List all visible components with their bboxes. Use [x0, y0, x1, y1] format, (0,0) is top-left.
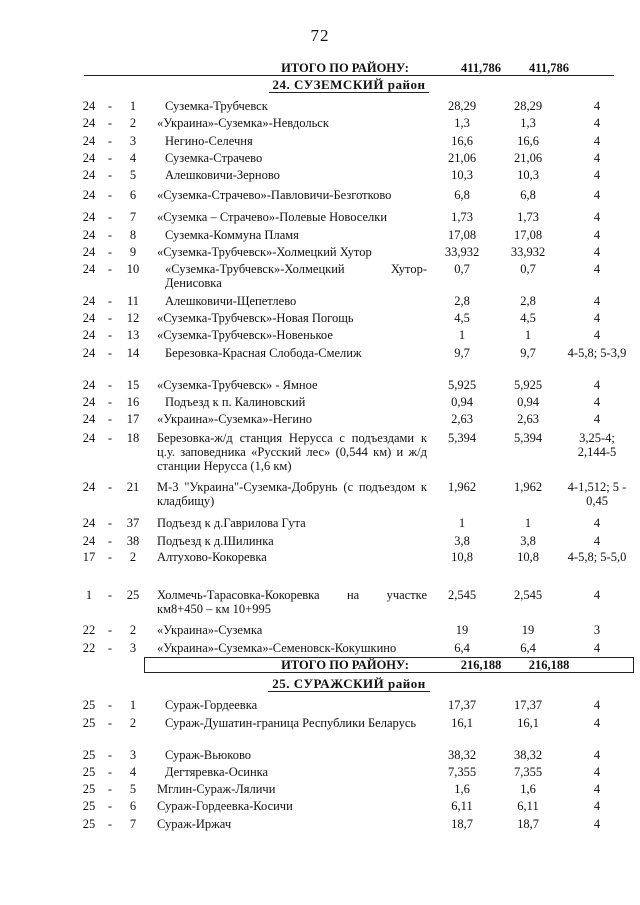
road-number: 9 — [129, 245, 137, 259]
road-group-number: 24 — [82, 151, 96, 165]
road-length-total: 3,8 — [454, 534, 470, 548]
road-length-total: 1 — [458, 516, 466, 530]
total-label: ИТОГО ПО РАЙОНУ: — [281, 61, 409, 75]
road-number: 5 — [129, 168, 137, 182]
road-group-number: 24 — [82, 328, 96, 342]
road-length-paved: 6,4 — [520, 641, 536, 655]
road-group-number: 25 — [82, 782, 96, 796]
road-name: Сураж-Гордеевка — [165, 698, 258, 712]
road-category: 4 — [593, 748, 601, 762]
road-name: Суземка-Страчево — [165, 151, 263, 165]
road-number: 14 — [126, 346, 140, 360]
road-name: Сураж-Душатин-граница Республики Беларусь — [165, 716, 417, 730]
row-dash: - — [107, 550, 113, 564]
row-dash: - — [107, 748, 113, 762]
road-group-number: 24 — [82, 412, 96, 426]
row-dash: - — [107, 294, 113, 308]
road-length-paved: 10,8 — [517, 550, 539, 564]
road-number: 2 — [129, 116, 137, 130]
road-name: Подъезд к п. Калиновский — [165, 395, 306, 409]
road-category: 4-5,8; 5-5,0 — [567, 550, 627, 564]
road-number: 37 — [126, 516, 140, 530]
road-length-total: 38,32 — [447, 748, 477, 762]
road-group-number: 25 — [82, 799, 96, 813]
road-group-number: 24 — [82, 516, 96, 530]
road-length-total: 28,29 — [447, 99, 477, 113]
road-group-number: 25 — [82, 748, 96, 762]
road-category: 4 — [593, 151, 601, 165]
road-length-total: 4,5 — [454, 311, 470, 325]
road-category: 4 — [593, 378, 601, 392]
road-length-paved: 28,29 — [513, 99, 543, 113]
road-length-total: 16,6 — [451, 134, 473, 148]
road-number: 2 — [129, 716, 137, 730]
road-length-total: 17,37 — [447, 698, 477, 712]
road-length-paved: 1,73 — [517, 210, 539, 224]
road-number: 2 — [129, 550, 137, 564]
road-category: 4 — [593, 395, 601, 409]
road-number: 3 — [129, 641, 137, 655]
road-number: 10 — [126, 262, 140, 276]
road-length-total: 6,8 — [454, 188, 470, 202]
road-name: «Суземка-Трубчевск»-Холмецкий Хутор — [157, 245, 372, 259]
road-number: 7 — [129, 817, 137, 831]
road-name: «Украина»-Суземка»-Негино — [157, 412, 313, 426]
road-number: 18 — [126, 431, 140, 445]
row-dash: - — [107, 817, 113, 831]
road-group-number: 1 — [85, 588, 93, 602]
road-category: 4 — [593, 782, 601, 796]
road-group-number: 24 — [82, 346, 96, 360]
road-name: Алешковичи-Щепетлево — [165, 294, 297, 308]
row-dash: - — [107, 799, 113, 813]
road-length-paved: 18,7 — [517, 817, 539, 831]
road-number: 15 — [126, 378, 140, 392]
road-name: Суземка-Трубчевск — [165, 99, 268, 113]
page-number: 72 — [310, 26, 330, 45]
road-length-paved: 1 — [524, 328, 532, 342]
row-dash: - — [107, 168, 113, 182]
road-name: Мглин-Сураж-Ляличи — [157, 782, 276, 796]
road-group-number: 24 — [82, 311, 96, 325]
road-length-paved: 7,355 — [513, 765, 543, 779]
row-dash: - — [107, 210, 113, 224]
road-category: 4-5,8; 5-3,9 — [567, 346, 627, 360]
road-length-total: 17,08 — [447, 228, 477, 242]
road-category: 4 — [593, 765, 601, 779]
row-dash: - — [107, 716, 113, 730]
road-number: 4 — [129, 765, 137, 779]
road-category: 4 — [593, 245, 601, 259]
road-length-paved: 1 — [524, 516, 532, 530]
road-group-number: 25 — [82, 716, 96, 730]
row-dash: - — [107, 641, 113, 655]
road-group-number: 17 — [82, 550, 96, 564]
road-length-total: 10,8 — [451, 550, 473, 564]
road-number: 11 — [126, 294, 140, 308]
road-length-total: 5,925 — [447, 378, 477, 392]
road-group-number: 24 — [82, 378, 96, 392]
total-value-1: 411,786 — [461, 61, 501, 75]
road-group-number: 24 — [82, 210, 96, 224]
road-group-number: 24 — [82, 168, 96, 182]
road-length-paved: 2,63 — [517, 412, 539, 426]
row-dash: - — [107, 588, 113, 602]
road-group-number: 22 — [82, 641, 96, 655]
road-category: 4 — [593, 188, 601, 202]
road-length-paved: 16,1 — [517, 716, 539, 730]
road-length-paved: 3,8 — [520, 534, 536, 548]
row-dash: - — [107, 378, 113, 392]
total-value-2: 411,786 — [529, 61, 569, 75]
road-length-total: 0,94 — [451, 395, 473, 409]
row-dash: - — [107, 765, 113, 779]
road-group-number: 25 — [82, 765, 96, 779]
road-category: 4 — [593, 210, 601, 224]
road-length-total: 1,6 — [454, 782, 470, 796]
road-number: 2 — [129, 623, 137, 637]
row-dash: - — [107, 188, 113, 202]
row-dash: - — [107, 623, 113, 637]
road-length-paved: 9,7 — [520, 346, 536, 360]
road-number: 4 — [129, 151, 137, 165]
row-dash: - — [107, 395, 113, 409]
road-category: 4 — [593, 134, 601, 148]
road-length-total: 1 — [458, 328, 466, 342]
road-length-paved: 5,925 — [513, 378, 543, 392]
road-length-total: 2,63 — [451, 412, 473, 426]
road-group-number: 24 — [82, 99, 96, 113]
road-group-number: 24 — [82, 431, 96, 445]
road-number: 17 — [126, 412, 140, 426]
road-name: «Суземка-Трубчевск»-Новая Погощь — [157, 311, 354, 325]
road-category: 4 — [593, 412, 601, 426]
road-name: «Суземка-Трубчевск»-Холмецкий Хутор-Денисовка — [165, 262, 427, 290]
road-number: 13 — [126, 328, 140, 342]
road-group-number: 24 — [82, 534, 96, 548]
road-name: Холмечь-Тарасовка-Кокоревка на участке км8+450 – км 10+995 — [157, 588, 427, 616]
road-name: Алешковичи-Зерново — [165, 168, 280, 182]
road-length-paved: 38,32 — [513, 748, 543, 762]
road-category: 4 — [593, 534, 601, 548]
road-category: 4 — [593, 168, 601, 182]
road-number: 1 — [129, 698, 137, 712]
road-length-total: 10,3 — [451, 168, 473, 182]
road-length-total: 33,932 — [444, 245, 480, 259]
row-dash: - — [107, 134, 113, 148]
road-category: 4 — [593, 588, 601, 602]
road-category: 4 — [593, 262, 601, 276]
road-group-number: 24 — [82, 134, 96, 148]
road-group-number: 24 — [82, 116, 96, 130]
road-name: «Суземка-Трубчевск»-Новенькое — [157, 328, 333, 342]
road-number: 12 — [126, 311, 140, 325]
road-length-total: 6,4 — [454, 641, 470, 655]
row-dash: - — [107, 346, 113, 360]
row-dash: - — [107, 116, 113, 130]
row-dash: - — [107, 262, 113, 276]
road-length-paved: 33,932 — [510, 245, 546, 259]
road-category: 4 — [593, 516, 601, 530]
row-dash: - — [107, 698, 113, 712]
road-length-paved: 1,6 — [520, 782, 536, 796]
road-name: Подъезд к д.Шилинка — [157, 534, 274, 548]
road-group-number: 24 — [82, 188, 96, 202]
road-category: 4 — [593, 817, 601, 831]
road-length-total: 6,11 — [451, 799, 473, 813]
road-name: Сураж-Иржач — [157, 817, 232, 831]
road-number: 7 — [129, 210, 137, 224]
district-24-total — [84, 658, 614, 674]
road-length-paved: 21,06 — [513, 151, 543, 165]
road-group-number: 24 — [82, 294, 96, 308]
road-length-total: 2,545 — [447, 588, 477, 602]
road-length-paved: 6,8 — [520, 188, 536, 202]
road-length-total: 1,73 — [451, 210, 473, 224]
road-name: Дегтяревка-Осинка — [165, 765, 269, 779]
road-group-number: 24 — [82, 395, 96, 409]
row-dash: - — [107, 516, 113, 530]
row-dash: - — [107, 534, 113, 548]
road-group-number: 24 — [82, 480, 96, 494]
road-length-total: 2,8 — [454, 294, 470, 308]
road-category: 4 — [593, 311, 601, 325]
road-group-number: 24 — [82, 262, 96, 276]
road-name: Негино-Селечня — [165, 134, 253, 148]
road-number: 1 — [129, 99, 137, 113]
road-number: 21 — [126, 480, 140, 494]
road-group-number: 25 — [82, 817, 96, 831]
road-name: «Украина»-Суземка»-Невдольск — [157, 116, 329, 130]
road-category: 4 — [593, 294, 601, 308]
road-group-number: 24 — [82, 245, 96, 259]
road-name: «Суземка-Страчево»-Павловичи-Безготково — [157, 188, 392, 202]
road-number: 16 — [126, 395, 140, 409]
road-length-paved: 16,6 — [517, 134, 539, 148]
road-name: Сураж-Вьюково — [165, 748, 252, 762]
road-length-paved: 19 — [521, 623, 535, 637]
road-number: 38 — [126, 534, 140, 548]
total-value-1: 216,188 — [460, 658, 502, 672]
district-25-title — [84, 676, 614, 692]
road-category: 4-1,512; 5 - 0,45 — [567, 480, 627, 508]
road-name: Березовка-ж/д станция Нерусса с подъездами к ц.у. заповедника «Русский лес» (0,544 км) и ж/д станции Нерусса (1,6 км) — [157, 431, 427, 473]
road-category: 4 — [593, 228, 601, 242]
road-category: 4 — [593, 716, 601, 730]
road-name: Алтухово-Кокоревка — [157, 550, 267, 564]
road-length-total: 1,3 — [454, 116, 470, 130]
road-category: 4 — [593, 116, 601, 130]
road-length-paved: 2,545 — [513, 588, 543, 602]
road-number: 25 — [126, 588, 140, 602]
road-category: 4 — [593, 99, 601, 113]
road-name: М-3 "Украина"-Суземка-Добрунь (с подъездом к кладбищу) — [157, 480, 427, 508]
road-category: 4 — [593, 799, 601, 813]
row-dash: - — [107, 480, 113, 494]
road-name: Березовка-Красная Слобода-Смелиж — [165, 346, 362, 360]
road-length-paved: 10,3 — [517, 168, 539, 182]
road-number: 3 — [129, 134, 137, 148]
road-length-total: 16,1 — [451, 716, 473, 730]
road-group-number: 24 — [82, 228, 96, 242]
road-number: 6 — [129, 799, 137, 813]
road-number: 8 — [129, 228, 137, 242]
road-length-total: 5,394 — [447, 431, 477, 445]
road-length-total: 1,962 — [447, 480, 477, 494]
road-name: Подъезд к д.Гаврилова Гута — [157, 516, 306, 530]
road-category: 3 — [593, 623, 601, 637]
district-24-title-text: 24. СУЗЕМСКИЙ район — [269, 77, 430, 93]
road-length-paved: 17,08 — [513, 228, 543, 242]
road-name: «Украина»-Суземка — [157, 623, 263, 637]
road-length-total: 0,7 — [454, 262, 470, 276]
road-length-paved: 5,394 — [513, 431, 543, 445]
road-category: 4 — [593, 698, 601, 712]
row-dash: - — [107, 311, 113, 325]
road-group-number: 22 — [82, 623, 96, 637]
road-length-total: 18,7 — [451, 817, 473, 831]
road-length-paved: 0,94 — [517, 395, 539, 409]
road-length-paved: 0,7 — [520, 262, 536, 276]
road-length-paved: 6,11 — [517, 799, 539, 813]
row-dash: - — [107, 228, 113, 242]
road-length-paved: 1,962 — [513, 480, 543, 494]
district-25-title-text: 25. СУРАЖСКИЙ район — [268, 676, 429, 692]
row-dash: - — [107, 782, 113, 796]
road-name: «Украина»-Суземка»-Семеновск-Кокушкино — [157, 641, 397, 655]
row-dash: - — [107, 151, 113, 165]
road-category: 3,25-4; 2,144-5 — [577, 431, 617, 459]
road-length-total: 21,06 — [447, 151, 477, 165]
row-dash: - — [107, 328, 113, 342]
road-category: 4 — [593, 328, 601, 342]
road-number: 5 — [129, 782, 137, 796]
road-length-paved: 17,37 — [513, 698, 543, 712]
total-label: ИТОГО ПО РАЙОНУ: — [281, 658, 409, 672]
road-length-total: 9,7 — [454, 346, 470, 360]
row-dash: - — [107, 245, 113, 259]
road-name: «Суземка-Трубчевск» - Ямное — [157, 378, 318, 392]
road-length-total: 19 — [455, 623, 469, 637]
road-name: «Суземка – Страчево»-Полевые Новоселки — [157, 210, 388, 224]
road-length-paved: 1,3 — [520, 116, 536, 130]
road-category: 4 — [593, 641, 601, 655]
row-dash: - — [107, 99, 113, 113]
road-number: 3 — [129, 748, 137, 762]
road-length-paved: 4,5 — [520, 311, 536, 325]
row-dash: - — [107, 431, 113, 445]
road-number: 6 — [129, 188, 137, 202]
road-group-number: 25 — [82, 698, 96, 712]
road-length-total: 7,355 — [447, 765, 477, 779]
road-name: Суземка-Коммуна Пламя — [165, 228, 299, 242]
road-length-paved: 2,8 — [520, 294, 536, 308]
road-name: Сураж-Гордеевка-Косичи — [157, 799, 293, 813]
total-value-2: 216,188 — [528, 658, 570, 672]
row-dash: - — [107, 412, 113, 426]
